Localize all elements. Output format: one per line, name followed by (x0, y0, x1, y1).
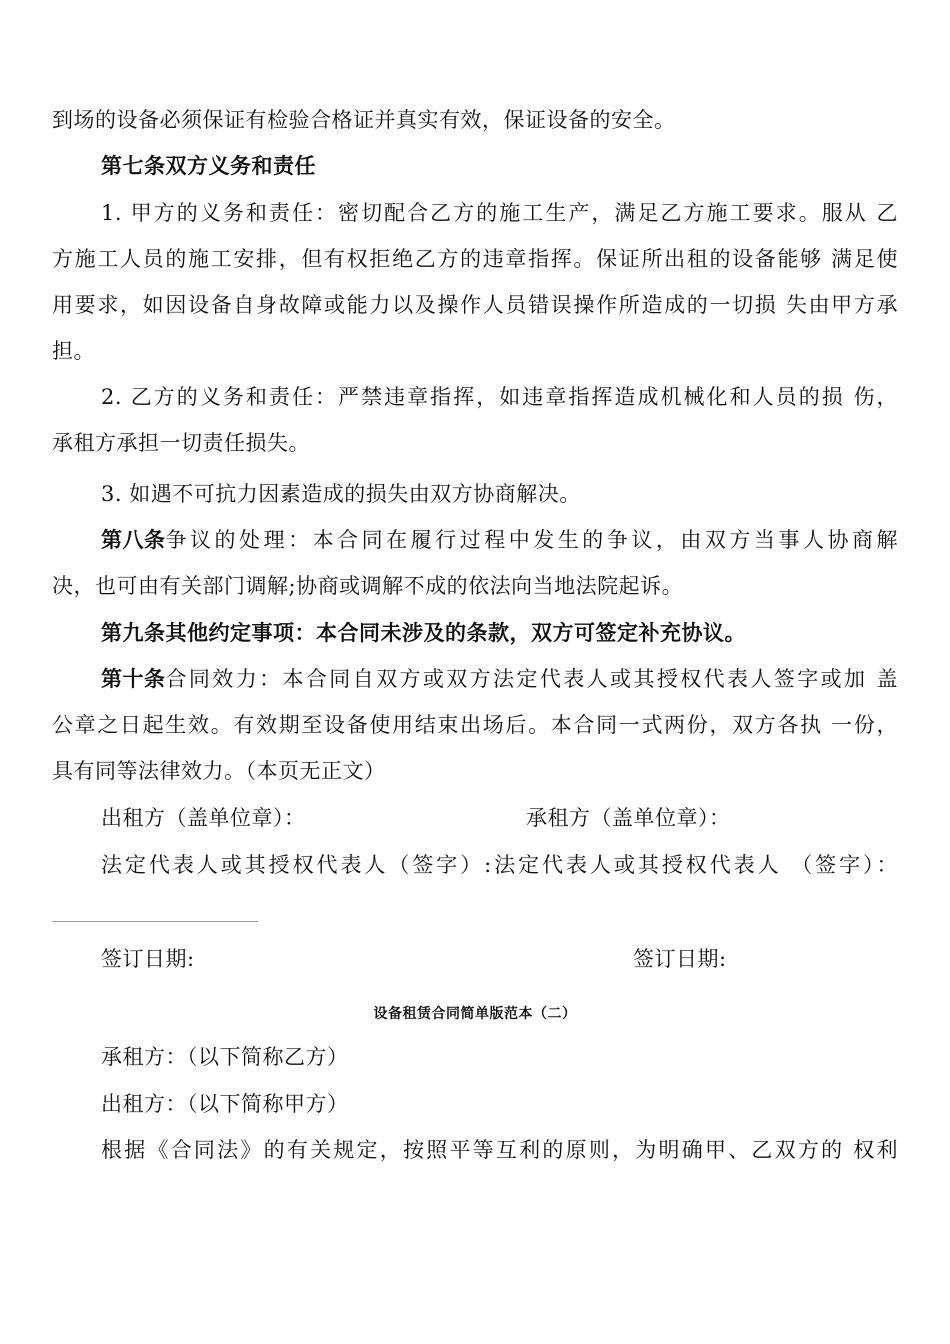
article-7-heading: 第七条双方义务和责任 (101, 153, 316, 178)
paragraph-line: 1. 甲方的义务和责任：密切配合乙方的施工生产，满足乙方施工要求。服从 乙 (101, 201, 898, 225)
article-8-label: 第八条 (101, 527, 166, 552)
article-8-line (101, 526, 898, 554)
paragraph-line: 根据《合同法》的有关规定，按照平等互利的原则，为明确甲、乙双方的 权利 (101, 1138, 898, 1162)
paragraph-line: 出租方：（以下简称甲方） (101, 1092, 349, 1116)
paragraph-line: 公章之日起生效。有效期至设备使用结束出场后。本合同一式两份，双方各执 一份， (52, 713, 898, 737)
article-10-label: 第十条 (101, 666, 166, 691)
paragraph-line: 承租方承担一切责任损失。 (52, 431, 310, 455)
sign-date-right: 签订日期: (633, 947, 727, 971)
signature-line: 法定代表人或其授权代表人（签字）:法定代表人或其授权代表人 （签字）： (101, 853, 898, 877)
lessor-seal-label: 出租方（盖单位章）： (101, 806, 306, 830)
sign-date-left: 签订日期: (101, 947, 195, 971)
article-9-heading: 第九条其他约定事项：本合同未涉及的条款，双方可签定补充协议。 (101, 620, 746, 645)
paragraph-line: 到场的设备必须保证有检验合格证并真实有效，保证设备的安全。 (52, 108, 676, 132)
paragraph-line: 方施工人员的施工安排，但有权拒绝乙方的违章指挥。保证所出租的设备能够 满足使 (52, 247, 898, 271)
lessee-seal-label: 承租方（盖单位章）： (526, 806, 731, 830)
paragraph-line: 3. 如遇不可抗力因素造成的损失由双方协商解决。 (101, 482, 581, 506)
paragraph-line: 承租方：（以下简称乙方） (101, 1045, 349, 1069)
article-10-line (101, 665, 898, 693)
section-title: 设备租赁合同简单版范本（二） (373, 1006, 577, 1022)
paragraph-line: 决，也可由有关部门调解;协商或调解不成的依法向当地法院起诉。 (52, 574, 684, 598)
divider (52, 921, 258, 922)
article-8-text: 争议的处理：本合同在履行过程中发生的争议，由双方当事人协商解 (165, 528, 898, 552)
paragraph-line: 2. 乙方的义务和责任：严禁违章指挥，如违章指挥造成机械化和人员的损 伤， (101, 385, 898, 409)
paragraph-line: 具有同等法律效力。（本页无正文） (52, 759, 386, 783)
paragraph-line: 用要求，如因设备自身故障或能力以及操作人员错误操作所造成的一切损 失由甲方承 (52, 293, 898, 317)
article-10-text: 合同效力：本合同自双方或双方法定代表人或其授权代表人签字或加 盖 (165, 667, 898, 691)
paragraph-line: 担。 (52, 339, 95, 363)
